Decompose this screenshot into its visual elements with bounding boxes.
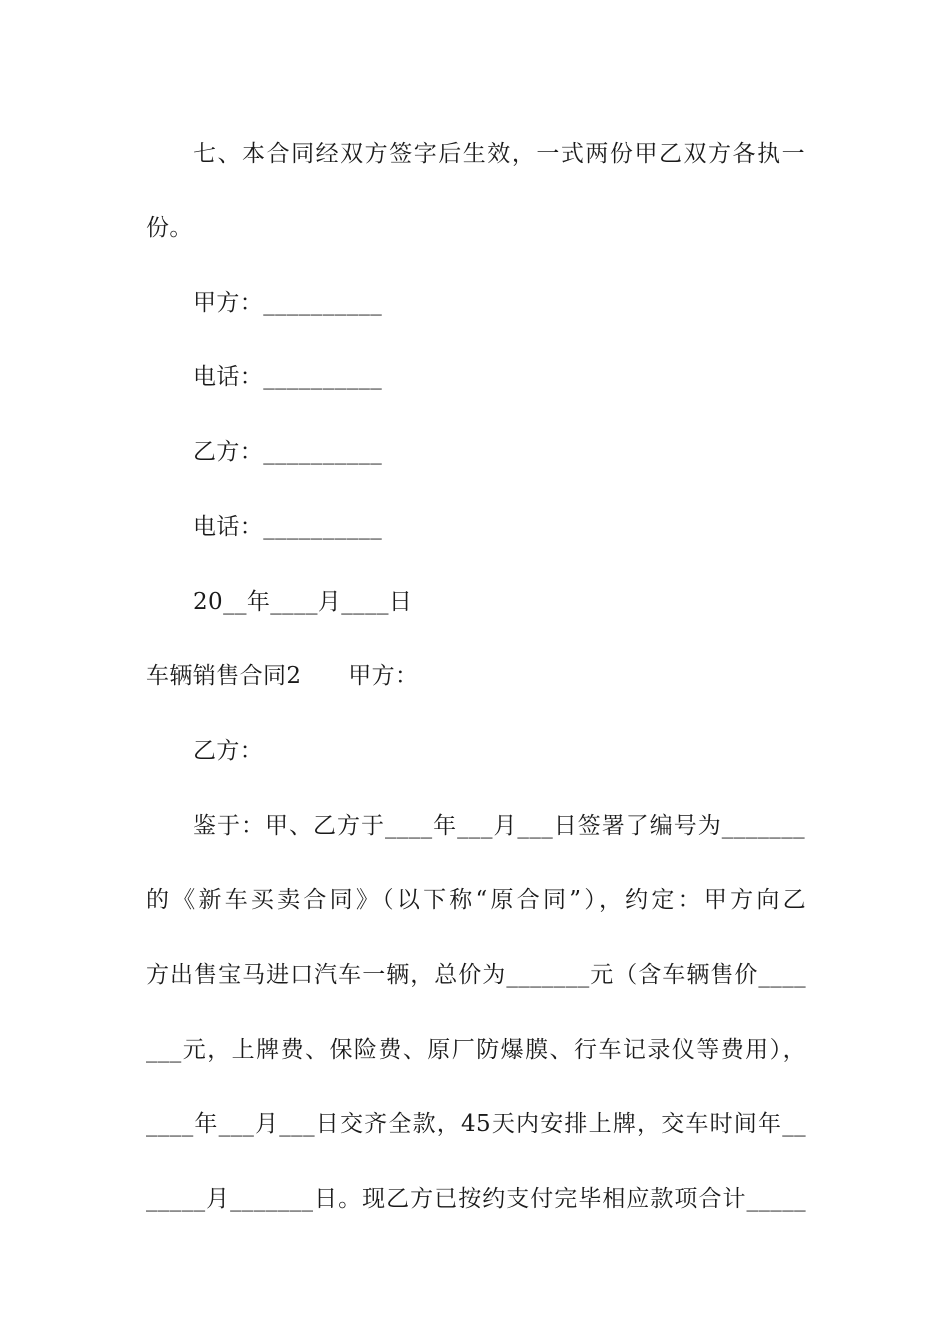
contract-two-heading: 车辆销售合同2 甲方： — [146, 663, 419, 689]
recital-line-6: _____月_______日。现乙方已按约支付完毕相应款项合计_____ — [146, 1186, 806, 1212]
party-b-phone-line: 电话：__________ — [193, 514, 383, 540]
clause-seven-line-1: 七、本合同经双方签字后生效，一式两份甲乙双方各执一 — [193, 141, 805, 167]
recital-line-5: ____年___月___日交齐全款，45天内安排上牌，交车时间年__ — [146, 1111, 806, 1137]
recital-line-3: 方出售宝马进口汽车一辆，总价为_______元（含车辆售价____ — [146, 962, 806, 988]
clause-seven-line-2: 份。 — [146, 215, 193, 241]
party-b-label: 乙方： — [193, 738, 264, 764]
date-line: 20__年____月____日 — [193, 589, 413, 615]
recital-line-1: 鉴于：甲、乙方于____年___月___日签署了编号为_______ — [193, 813, 805, 839]
recital-line-2: 的《新车买卖合同》（以下称“原合同”），约定：甲方向乙 — [146, 887, 806, 913]
party-a-signature-line: 甲方：__________ — [193, 290, 383, 316]
recital-line-4: ___元，上牌费、保险费、原厂防爆膜、行车记录仪等费用）， — [146, 1037, 806, 1063]
party-a-phone-line: 电话：__________ — [193, 364, 383, 390]
party-b-signature-line: 乙方：__________ — [193, 439, 383, 465]
